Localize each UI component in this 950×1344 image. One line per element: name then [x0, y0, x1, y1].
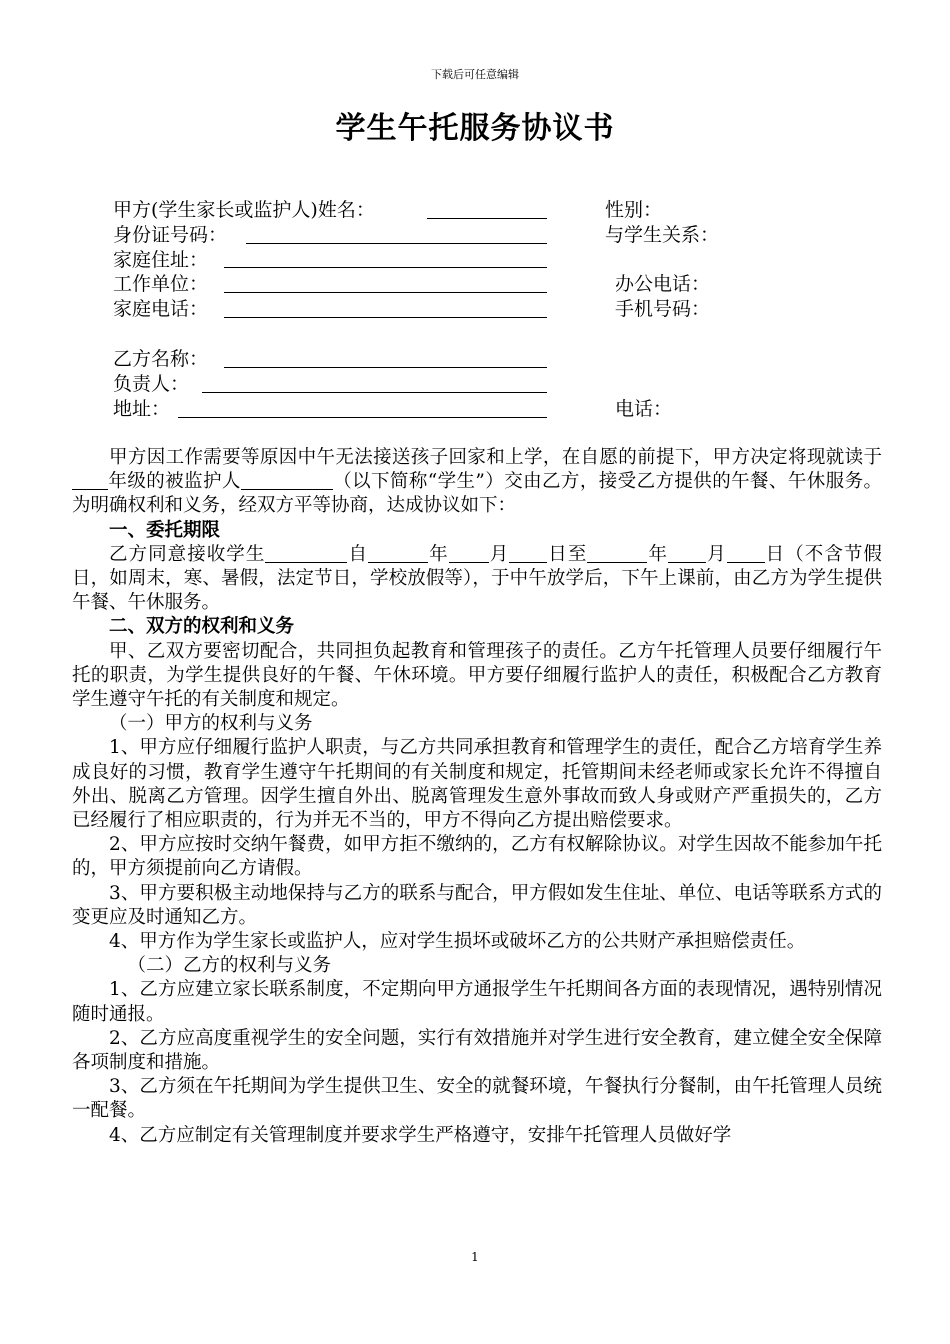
home-address-label: 家庭住址：: [113, 249, 209, 271]
s1-text-7: 月: [706, 543, 727, 565]
home-phone-label: 家庭电话：: [113, 298, 209, 320]
start-year-blank: [368, 544, 428, 563]
sub-heading-party-b: （二）乙方的权利与义务: [127, 955, 332, 977]
address-line: [178, 417, 547, 418]
intro-text-3: （以下简称“学生”）交由乙方，接受乙方提供的午餐、午休服务。为明确权利和义务，经双方平等协商，达成协议如下：: [72, 471, 882, 517]
page-number: 1: [471, 1250, 479, 1264]
party-a-name-label: 甲方(学生家长或监护人)姓名：: [113, 199, 375, 221]
s1-text-5: 日至: [547, 543, 588, 565]
sub-heading-party-a: （一）甲方的权利与义务: [109, 713, 313, 735]
mobile-label: 手机号码：: [615, 298, 711, 320]
id-number-label: 身份证号码：: [113, 224, 228, 246]
s1-text-2: 自: [347, 543, 369, 565]
party-b-clause-1: 1、乙方应建立家长联系制度，不定期向甲方通报学生午托期间各方面的表现情况，遇特别情况随时通报。: [72, 979, 882, 1025]
address-label: 地址：: [113, 398, 171, 420]
s1-text-4: 月: [488, 543, 510, 565]
work-unit-label: 工作单位：: [113, 273, 209, 295]
party-b-clause-2: 2、乙方应高度重视学生的安全问题，实行有效措施并对学生进行安全教育，建立健全安全保障各项制度和措施。: [72, 1027, 882, 1074]
section-2-heading: 二、双方的权利和义务: [109, 616, 295, 638]
header-note: 下载后可任意编辑: [431, 68, 519, 81]
start-day-blank: [509, 544, 547, 563]
grade-blank: [72, 471, 108, 490]
intro-paragraph: [72, 446, 882, 519]
party-a-clause-1: 1、甲方应仔细履行监护人职责，与乙方共同承担教育和管理学生的责任，配合乙方培育学生养成良好的习惯，教育学生遵守午托期间的有关制度和规定，托管期间未经老师或家长允许不得擅自外出、脱离乙方管理。因学生擅自外出、脱离管理发生意外事故而致人身或财产严重损失的，乙方已经履行了相应职责的，行为并无不当的，甲方不得向乙方提出赔偿要求。: [72, 737, 882, 832]
s1-text-1: 乙方同意接收学生: [109, 543, 266, 565]
page-title: 学生午托服务协议书: [335, 111, 615, 146]
party-b-name-line: [224, 367, 547, 368]
end-month-blank: [668, 544, 706, 563]
person-in-charge-label: 负责人：: [113, 373, 190, 395]
party-a-clause-2: 2、甲方应按时交纳午餐费，如甲方拒不缴纳的，乙方有权解除协议。对学生因故不能参加午托的，甲方须提前向乙方请假。: [72, 834, 882, 880]
student-name-blank: [265, 544, 347, 563]
work-unit-line: [224, 292, 547, 293]
section-1-heading: 一、委托期限: [109, 519, 221, 541]
intro-text-1: 甲方因工作需要等原因中午无法接送孩子回家和上学，在自愿的前提下，甲方决定将现就读于: [109, 447, 882, 468]
party-a-clause-3: 3、甲方要积极主动地保持与乙方的联系与配合，甲方假如发生住址、单位、电话等联系方式的变更应及时通知乙方。: [72, 882, 882, 928]
s1-text-8: 日（不含节假日，如周末，寒、暑假，法定节日，学校放假等），于中午放学后，下午上课前，由乙方为学生提供午餐、午休服务。: [72, 543, 882, 614]
home-phone-line: [224, 317, 547, 318]
intro-text-2: 年级的被监护人: [108, 471, 241, 493]
end-year-blank: [587, 544, 647, 563]
party-a-name-line: [427, 218, 547, 219]
end-day-blank: [727, 544, 765, 563]
gender-label: 性别：: [605, 199, 663, 221]
start-month-blank: [449, 544, 489, 563]
s1-text-6: 年: [647, 543, 669, 565]
party-b-name-label: 乙方名称：: [113, 348, 209, 370]
party-b-clause-3: 3、乙方须在午托期间为学生提供卫生、安全的就餐环境，午餐执行分餐制，由午托管理人员统一配餐。: [72, 1076, 882, 1122]
ward-name-blank: [241, 471, 333, 490]
section-1-paragraph: [72, 543, 882, 616]
home-address-line: [224, 267, 547, 268]
party-a-clause-4: 4、甲方作为学生家长或监护人，应对学生损坏或破坏乙方的公共财产承担赔偿责任。: [109, 931, 806, 953]
party-b-clause-4: 4、乙方应制定有关管理制度并要求学生严格遵守，安排午托管理人员做好学: [109, 1124, 732, 1146]
relation-label: 与学生关系：: [605, 224, 720, 246]
person-in-charge-line: [202, 392, 547, 393]
phone-label: 电话：: [615, 398, 673, 420]
office-phone-label: 办公电话：: [615, 273, 711, 295]
s1-text-3: 年: [428, 543, 449, 565]
section-2-intro: 甲、乙双方要密切配合，共同担负起教育和管理孩子的责任。乙方午托管理人员要仔细履行午托的职责，为学生提供良好的午餐、午休环境。甲方要仔细履行监护人的责任，积极配合乙方教育学生遵守午托的有关制度和规定。: [72, 640, 882, 711]
id-number-line: [246, 243, 547, 244]
agreement-body: [72, 446, 882, 1148]
